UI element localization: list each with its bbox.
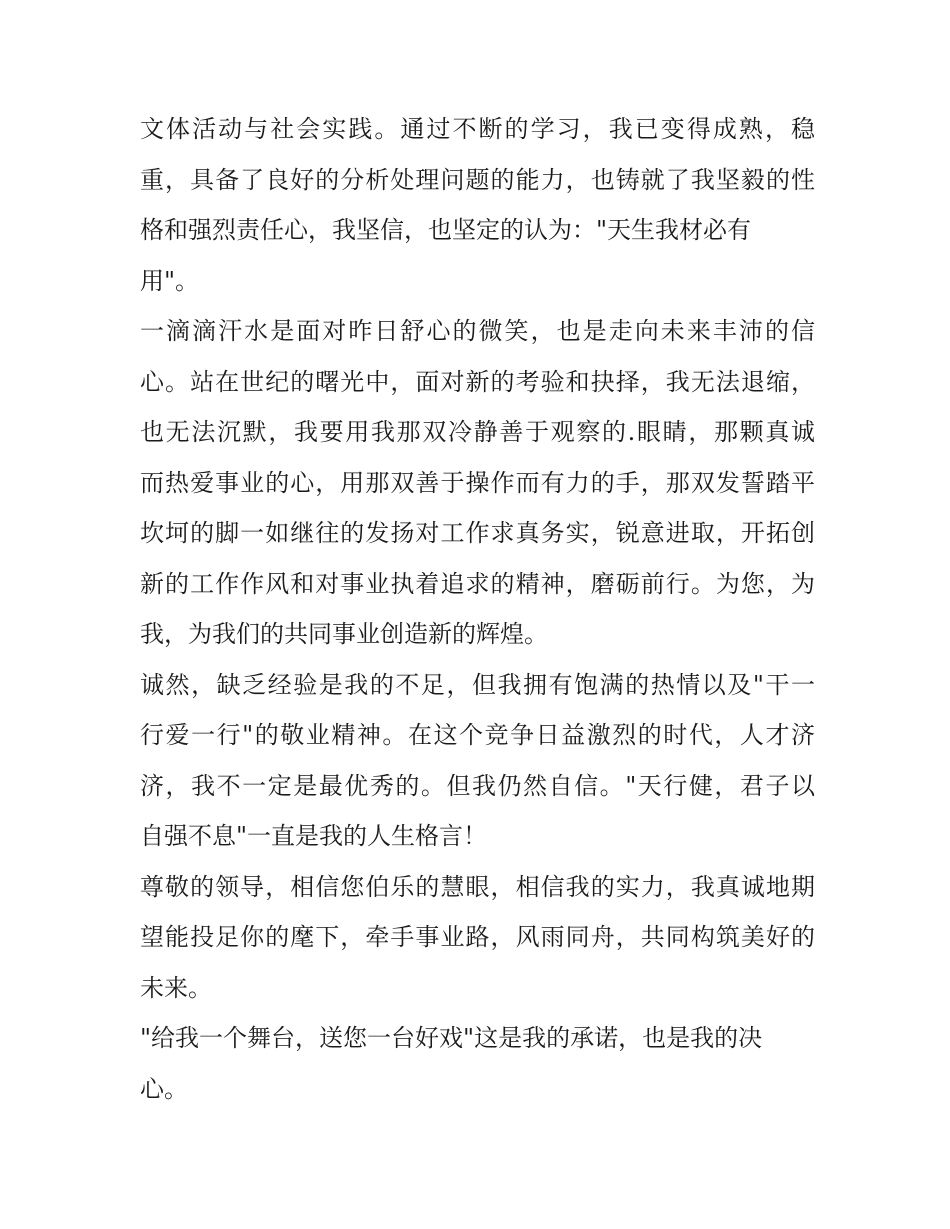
text-line: 重，具备了良好的分析处理问题的能力，也铸就了我坚毅的性 [140,165,815,194]
text-line: 新的工作作风和对事业执着追求的精神，磨砺前行。为您，为 [140,569,815,598]
paragraph [140,862,815,1014]
text-line: 格和强烈责任心，我坚信，也坚定的认为："天生我材必有 [140,216,752,244]
text-line: 自强不息"一直是我的人生格言！ [140,822,488,850]
paragraph [140,1013,815,1114]
text-line: 也无法沉默，我要用我那双冷静善于观察的.眼睛，那颗真诚 [140,418,815,446]
paragraph [140,660,815,862]
paragraph [140,306,815,660]
text-line: 未来。 [140,973,212,1002]
text-line: 一滴滴汗水是面对昨日舒心的微笑，也是走向未来丰沛的信 [140,317,815,345]
text-line: 行爱一行"的敬业精神。在这个竞争日益激烈的时代，人才济 [140,721,815,749]
text-line: 心。 [140,1074,188,1103]
text-line: 而热爱事业的心，用那双善于操作而有力的手，那双发誓踏平 [140,468,815,497]
text-line: 我，为我们的共同事业创造新的辉煌。 [140,620,548,648]
text-line: 济，我不一定是最优秀的。但我仍然自信。"天行健，君子以 [140,771,815,800]
text-line: 用"。 [140,266,200,295]
text-line: 诚然，缺乏经验是我的不足，但我拥有饱满的热情以及"干一 [140,670,815,699]
text-line: 文体活动与社会实践。通过不断的学习，我已变得成熟，稳 [140,115,815,143]
document-body [140,104,815,1114]
paragraph [140,104,815,306]
text-line: 望能投足你的麾下，牵手事业路，风雨同舟，共同构筑美好的 [140,923,815,951]
text-line: 坎坷的脚一如继往的发扬对工作求真务实，锐意进取，开拓创 [140,519,815,547]
text-line: 尊敬的领导，相信您伯乐的慧眼，相信我的实力，我真诚地期 [140,872,815,901]
text-line: 心。站在世纪的曙光中，面对新的考验和抉择，我无法退缩， [140,367,815,396]
text-line: "给我一个舞台，送您一台好戏"这是我的承诺，也是我的决 [140,1024,763,1052]
